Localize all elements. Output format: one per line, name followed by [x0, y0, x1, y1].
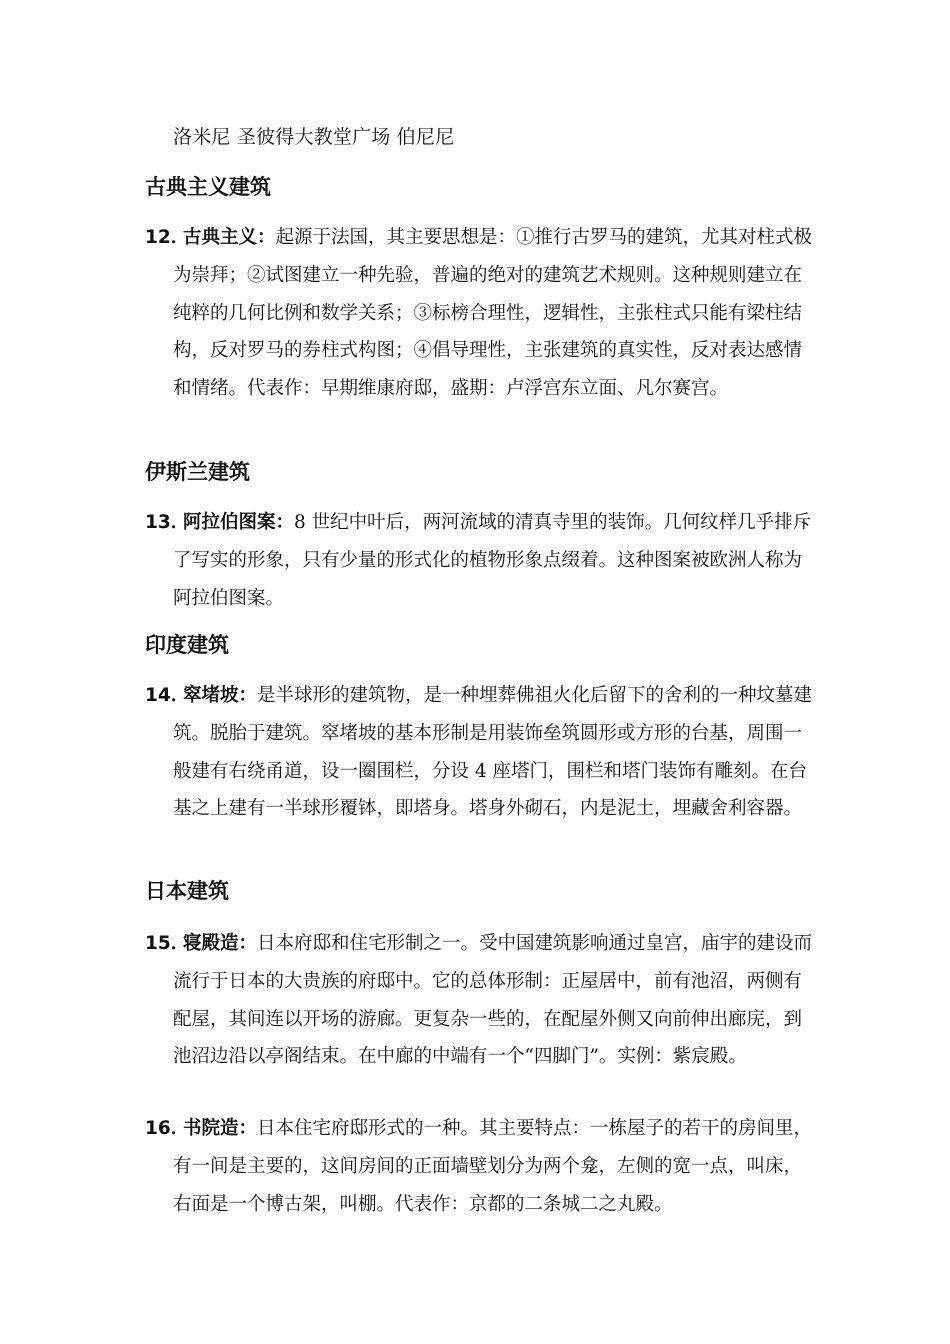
entry-term: 古典主义：	[183, 227, 276, 248]
section-heading-islamic: 伊斯兰建筑	[145, 460, 250, 484]
entry-text: 日本住宅府邸形式的一种。其主要特点：一栋屋子的若干的房间里，有一间是主要的，这间房间的正面墙壁划分为两个龛，左侧的宽一点，叫床，右面是一个博古架，叫棚。代表作：京都的二条城二之丸殿。	[173, 1118, 813, 1215]
section-heading-india: 印度建筑	[145, 633, 229, 657]
entry-body	[173, 1110, 815, 1223]
entry-number: 16．	[145, 1118, 190, 1139]
lead-line: 洛米尼 圣彼得大教堂广场 伯尼尼	[173, 126, 455, 148]
entry-body	[173, 504, 815, 617]
entry-number: 13．	[145, 512, 190, 533]
entry-term: 阿拉伯图案：	[183, 512, 295, 533]
entry-term: 窣堵坡：	[183, 685, 258, 706]
entry-12	[145, 219, 815, 408]
entry-number: 15．	[145, 933, 190, 954]
entry-term: 书院造：	[183, 1118, 258, 1139]
section-heading-classicism: 古典主义建筑	[145, 175, 271, 199]
entry-number: 14．	[145, 685, 190, 706]
entry-text: 起源于法国，其主要思想是：①推行古罗马的建筑，尤其对柱式极为崇拜；②试图建立一种先验，普遍的绝对的建筑艺术规则。这种规则建立在纯粹的几何比例和数学关系；③标榜合理性，逻辑性，主张柱式只能有梁柱结构，反对罗马的券柱式构图；④倡导理性，主张建筑的真实性，反对表达感情和情绪。代表作：早期维康府邸，盛期：卢浮宫东立面、凡尔赛宫。	[173, 227, 813, 400]
entry-text: 8 世纪中叶后，两河流域的清真寺里的装饰。几何纹样几乎排斥了写实的形象，只有少量的形式化的植物形象点缀着。这种图案被欧洲人称为阿拉伯图案。	[173, 512, 812, 609]
entry-15	[145, 925, 815, 1076]
entry-13	[145, 504, 815, 617]
entry-body	[173, 219, 815, 408]
entry-number: 12．	[145, 227, 190, 248]
section-heading-japan: 日本建筑	[145, 879, 229, 903]
entry-term: 寝殿造：	[183, 933, 258, 954]
entry-body	[173, 677, 815, 828]
entry-14	[145, 677, 815, 828]
entry-16	[145, 1110, 815, 1223]
entry-text: 是半球形的建筑物，是一种埋葬佛祖火化后留下的舍利的一种坟墓建筑。脱胎于建筑。窣堵坡的基本形制是用装饰垒筑圆形或方形的台基，周围一般建有右绕甬道，设一圈围栏，分设 4 座塔门，围栏和塔门装饰有雕刻。在台基之上建有一半球形覆钵，即塔身。塔身外砌石，内是泥土，埋藏舍利容器。	[173, 685, 813, 820]
entry-text: 日本府邸和住宅形制之一。受中国建筑影响通过皇宫，庙宇的建设而流行于日本的大贵族的府邸中。它的总体形制：正屋居中，前有池沼，两侧有配屋，其间连以开场的游廊。更复杂一些的，在配屋外侧又向前伸出廊庑，到池沼边沿以亭阁结束。在中廊的中端有一个“四脚门”。实例：紫宸殿。	[173, 933, 813, 1068]
entry-body	[173, 925, 815, 1076]
